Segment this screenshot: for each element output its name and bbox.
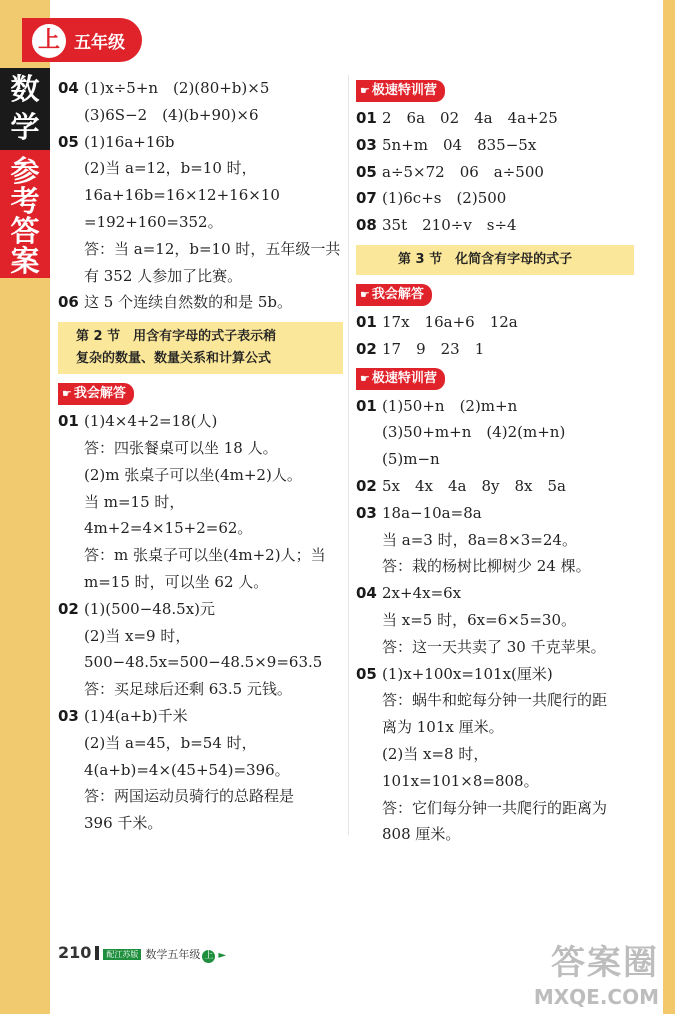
question-number: 02 bbox=[356, 476, 377, 495]
question-number: 06 bbox=[58, 293, 79, 312]
answer-line bbox=[356, 661, 656, 688]
watermark-url: MXQE.COM bbox=[533, 985, 659, 1009]
answer-line bbox=[356, 580, 656, 607]
answer-line bbox=[58, 263, 343, 290]
answer-text: =192+160=352。 bbox=[84, 212, 223, 231]
question-number: 03 bbox=[356, 503, 377, 522]
footer-bar bbox=[95, 946, 99, 960]
volume-badge: 上 bbox=[30, 22, 68, 60]
question-number: 01 bbox=[58, 412, 79, 431]
question-number: 04 bbox=[58, 79, 79, 97]
question-number: 01 bbox=[356, 312, 377, 331]
answer-text: a÷5×72 06 a÷500 bbox=[382, 162, 544, 181]
answer-text: 答：它们每分钟一共爬行的距离为 bbox=[382, 798, 608, 817]
answer-text: 有 352 人参加了比赛。 bbox=[84, 266, 243, 285]
answer-line bbox=[58, 75, 343, 102]
answer-text: 5x 4x 4a 8y 8x 5a bbox=[382, 476, 566, 495]
answer-text: (1)(500−48.5x)元 bbox=[84, 599, 216, 618]
answer-text: (1)6c+s (2)500 bbox=[382, 189, 507, 208]
answer-text: 18a−10a=8a bbox=[382, 503, 482, 522]
answer-line bbox=[58, 596, 343, 623]
answer-text: 离为 101x 厘米。 bbox=[382, 718, 504, 737]
answer-line bbox=[58, 676, 343, 703]
answer-line bbox=[356, 446, 656, 473]
answer-line bbox=[58, 783, 343, 810]
answer-text: 答：买足球后还剩 63.5 元钱。 bbox=[84, 680, 292, 699]
press-badge: 配江苏版 bbox=[103, 949, 141, 960]
subject-tab: 数 学 bbox=[0, 68, 50, 150]
right-margin-strip bbox=[663, 0, 675, 1014]
left-column bbox=[58, 75, 343, 837]
answer-line bbox=[58, 542, 343, 569]
answer-text: 4(a+b)=4×(45+54)=396。 bbox=[84, 760, 290, 779]
answer-line bbox=[58, 569, 343, 596]
answer-line bbox=[58, 408, 343, 435]
question-number: 03 bbox=[58, 706, 79, 725]
question-number: 02 bbox=[356, 339, 377, 358]
question-number: 03 bbox=[356, 135, 377, 154]
page-number: 210 bbox=[58, 943, 92, 962]
answer-line bbox=[356, 185, 656, 212]
tag-speed-training: ☛ 极速特训营 bbox=[356, 80, 445, 102]
answer-text: (5)m−n bbox=[382, 450, 440, 469]
answer-line bbox=[356, 634, 656, 661]
answer-text: 5n+m 04 835−5x bbox=[382, 135, 537, 154]
answer-line bbox=[356, 741, 656, 768]
answers-tab: 参 考 答 案 bbox=[0, 150, 50, 278]
answer-line bbox=[356, 821, 656, 848]
answer-text: 16a+16b=16×12+16×10 bbox=[84, 186, 280, 205]
answer-line bbox=[58, 489, 343, 516]
answer-line bbox=[356, 687, 656, 714]
answer-text: (1)16a+16b bbox=[84, 132, 175, 151]
answer-line bbox=[356, 159, 656, 186]
answer-line bbox=[356, 714, 656, 741]
arrow-icon: ► bbox=[218, 950, 227, 961]
column-divider bbox=[348, 75, 349, 835]
answer-line bbox=[58, 703, 343, 730]
answer-line bbox=[58, 209, 343, 236]
answer-text: 答：m 张桌子可以坐(4m+2)人；当 bbox=[84, 546, 326, 565]
answer-text: 35t 210÷v s÷4 bbox=[382, 216, 517, 235]
answer-text: (2)当 x=8 时， bbox=[382, 744, 489, 763]
answers-block-training1 bbox=[356, 105, 656, 239]
answer-text: (1)x+100x=101x(厘米) bbox=[382, 664, 553, 683]
right-column bbox=[356, 75, 656, 848]
answer-line bbox=[58, 435, 343, 462]
volume-circle: 上 bbox=[204, 951, 214, 961]
answer-text: 396 千米。 bbox=[84, 814, 163, 833]
answer-text: 答：当 a=12，b=10 时，五年级一共 bbox=[84, 239, 341, 258]
answer-text: 101x=101×8=808。 bbox=[382, 771, 539, 790]
answer-text: (1)x÷5+n (2)(80+b)×5 bbox=[84, 79, 270, 97]
answer-text: (2)当 x=9 时， bbox=[84, 626, 191, 645]
page-footer bbox=[58, 943, 226, 963]
answer-line bbox=[58, 129, 343, 156]
answer-text: 这 5 个连续自然数的和是 5b。 bbox=[84, 293, 292, 312]
question-number: 07 bbox=[356, 189, 377, 208]
watermark-logo: 答案圈 bbox=[551, 943, 659, 983]
answer-line bbox=[356, 527, 656, 554]
answer-text: 当 a=3 时，8a=8×3=24。 bbox=[382, 530, 577, 549]
answer-line bbox=[356, 419, 656, 446]
answer-line bbox=[356, 553, 656, 580]
question-number: 05 bbox=[356, 664, 377, 683]
answer-line bbox=[356, 393, 656, 420]
answer-text: (1)4(a+b)千米 bbox=[84, 706, 188, 725]
answer-text: (3)50+m+n (4)2(m+n) bbox=[382, 423, 566, 442]
answer-line bbox=[356, 500, 656, 527]
answer-line bbox=[58, 810, 343, 837]
answer-text: 答：蜗牛和蛇每分钟一共爬行的距 bbox=[382, 691, 608, 710]
answer-line bbox=[58, 155, 343, 182]
answer-text: (2)m 张桌子可以坐(4m+2)人。 bbox=[84, 465, 302, 484]
answer-text: 答：四张餐桌可以坐 18 人。 bbox=[84, 438, 278, 457]
answer-line bbox=[356, 336, 656, 363]
answers-block-section2 bbox=[58, 408, 343, 837]
answers-block-section1 bbox=[58, 75, 343, 316]
answer-text: 答：两国运动员骑行的总路程是 bbox=[84, 787, 295, 806]
answer-text: 2x+4x=6x bbox=[382, 584, 462, 603]
answer-text: 答：这一天共卖了 30 千克苹果。 bbox=[382, 637, 606, 656]
answer-line bbox=[58, 289, 343, 316]
answer-text: 当 m=15 时， bbox=[84, 492, 185, 511]
question-number: 02 bbox=[58, 599, 79, 618]
book-title: 数学五年级 bbox=[145, 948, 201, 961]
answer-line bbox=[356, 309, 656, 336]
answer-line bbox=[58, 236, 343, 263]
answer-text: 2 6a 02 4a 4a+25 bbox=[382, 109, 558, 127]
answer-text: (1)50+n (2)m+n bbox=[382, 396, 518, 415]
tag-i-can-answer: ☛ 我会解答 bbox=[58, 383, 134, 405]
answer-text: 4m+2=4×15+2=62。 bbox=[84, 519, 253, 538]
answer-line bbox=[356, 607, 656, 634]
answer-text: 当 x=5 时，6x=6×5=30。 bbox=[382, 610, 576, 629]
tag-speed-training-2: ☛ 极速特训营 bbox=[356, 368, 445, 390]
section-2-header: 第 2 节 用含有字母的式子表示稍 复杂的数量、数量关系和计算公式 bbox=[58, 322, 343, 374]
question-number: 05 bbox=[356, 162, 377, 181]
answer-line bbox=[58, 757, 343, 784]
question-number: 08 bbox=[356, 216, 377, 235]
grade-label: 五年级 bbox=[74, 33, 125, 53]
answer-text: 答：栽的杨树比柳树少 24 棵。 bbox=[382, 557, 591, 576]
answer-line bbox=[58, 623, 343, 650]
answer-line bbox=[58, 462, 343, 489]
answer-text: (3)6S−2 (4)(b+90)×6 bbox=[84, 105, 259, 124]
answer-line bbox=[356, 473, 656, 500]
answer-line bbox=[356, 105, 656, 132]
answer-text: 808 厘米。 bbox=[382, 825, 461, 844]
question-number: 01 bbox=[356, 396, 377, 415]
answer-text: (2)当 a=45，b=54 时， bbox=[84, 733, 257, 752]
answer-line bbox=[58, 182, 343, 209]
section-3-header: 第 3 节 化简含有字母的式子 bbox=[356, 245, 634, 275]
question-number: 04 bbox=[356, 584, 377, 603]
answer-line bbox=[58, 649, 343, 676]
answer-line bbox=[356, 768, 656, 795]
answers-block-section3 bbox=[356, 309, 656, 363]
answer-text: m=15 时，可以坐 62 人。 bbox=[84, 572, 269, 591]
answer-text: (1)4×4+2=18(人) bbox=[84, 412, 218, 431]
answer-line bbox=[356, 212, 656, 239]
answer-text: 500−48.5x=500−48.5×9=63.5 bbox=[84, 653, 323, 672]
answers-block-training2 bbox=[356, 393, 656, 849]
answer-line bbox=[356, 132, 656, 159]
answer-line bbox=[58, 730, 343, 757]
question-number: 01 bbox=[356, 109, 377, 127]
tag-i-can-answer-2: ☛ 我会解答 bbox=[356, 284, 432, 306]
answer-text: 17x 16a+6 12a bbox=[382, 312, 518, 331]
answer-text: 17 9 23 1 bbox=[382, 339, 485, 358]
answer-line bbox=[58, 515, 343, 542]
answer-text: (2)当 a=12，b=10 时， bbox=[84, 159, 257, 178]
answer-line bbox=[58, 102, 343, 129]
answer-line bbox=[356, 795, 656, 822]
question-number: 05 bbox=[58, 132, 79, 151]
